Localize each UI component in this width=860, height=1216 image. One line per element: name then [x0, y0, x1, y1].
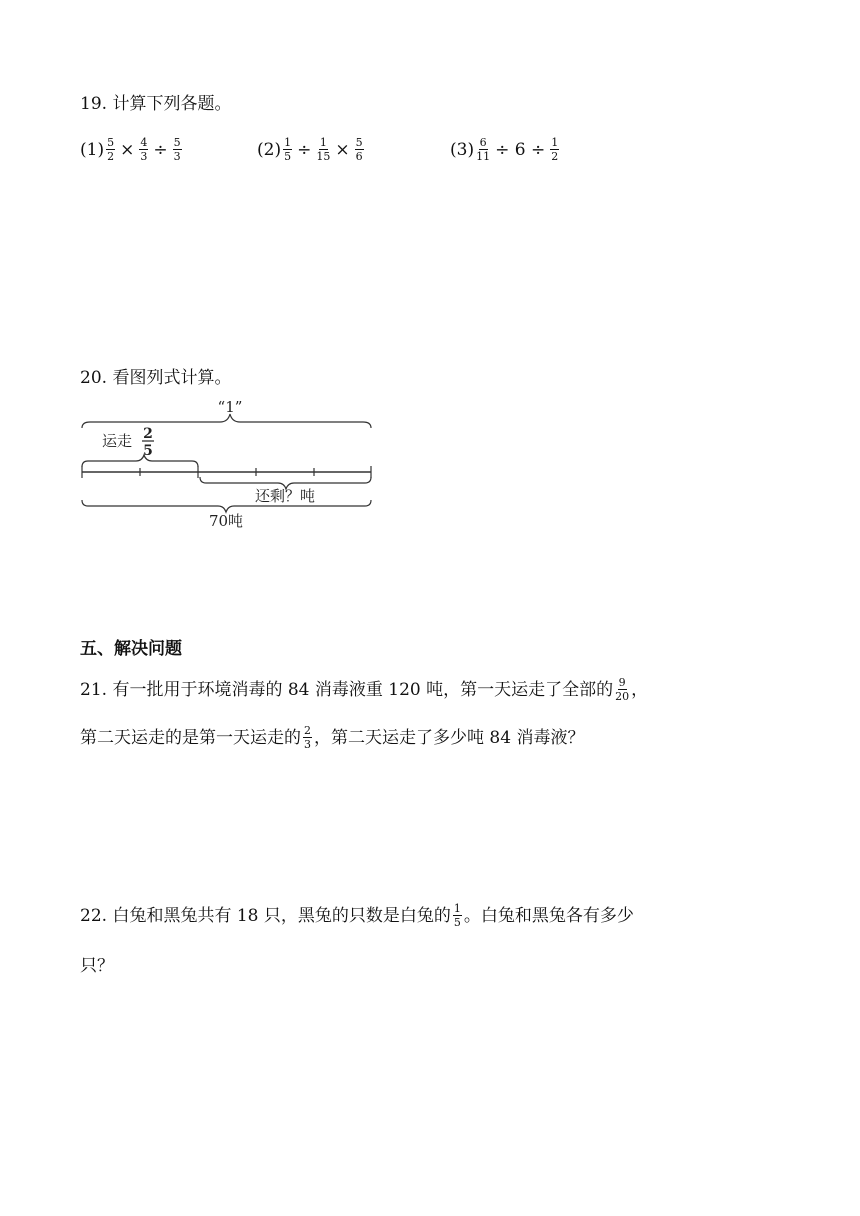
q22-line-1: [80, 904, 634, 929]
fraction: $\frac{1}{2}$: [551, 136, 559, 163]
fraction: $\frac{5}{3}$: [173, 136, 181, 163]
moved-brace: [82, 455, 198, 467]
fraction: $\frac{1}{5}$: [284, 136, 292, 163]
fraction: $\frac{9}{20}$: [615, 676, 630, 703]
q20-title: 20. 看图列式计算。: [80, 368, 232, 388]
q21-text: ，第二天运走了多少吨 84 消毒液？: [314, 728, 585, 748]
q21-line-2: [80, 726, 584, 751]
total-brace: [82, 500, 371, 512]
q19-title: 19. 计算下列各题。: [80, 94, 232, 114]
fraction: $\frac{2}{3}$: [304, 724, 311, 751]
moved-fraction-denominator: 5: [143, 443, 153, 459]
q21-text: 21. 有一批用于环境消毒的 84 消毒液重 120 吨，第一天运走了全部的: [80, 680, 614, 700]
q21-line-1: [80, 678, 648, 703]
line-segment-diagram: [80, 398, 380, 530]
fraction: $\frac{1}{5}$: [453, 902, 461, 929]
operator: ÷: [153, 140, 168, 160]
operator: ×: [335, 140, 350, 160]
q21-text: ，: [631, 680, 649, 700]
moved-label: 运走: [102, 432, 133, 450]
remain-label: 还剩？吨: [254, 487, 316, 505]
operator: ÷ 6 ÷: [495, 140, 546, 160]
q19-item-3-label: (3): [450, 140, 475, 160]
fraction: $\frac{1}{15}$: [316, 136, 331, 163]
moved-fraction-numerator: 2: [143, 426, 153, 442]
q19-item-1: [80, 138, 184, 163]
operator: ÷: [297, 140, 312, 160]
total-label: 70吨: [208, 512, 244, 530]
q22-line-2: 只？: [80, 956, 114, 976]
fraction: $\frac{5}{2}$: [107, 136, 115, 163]
whole-brace: [82, 414, 371, 428]
q22-text: 。白兔和黑兔各有多少: [463, 906, 634, 926]
fraction: $\frac{5}{6}$: [355, 136, 363, 163]
section-heading: 五、解决问题: [80, 639, 182, 659]
q22-text: 22. 白兔和黑兔共有 18 只，黑兔的只数是白兔的: [80, 906, 451, 926]
q19-item-3: [450, 138, 561, 163]
whole-label: “1”: [217, 398, 243, 416]
fraction: $\frac{4}{3}$: [140, 136, 148, 163]
q19-item-2-label: (2): [257, 140, 282, 160]
operator: ×: [120, 140, 135, 160]
q19-item-2: [257, 138, 366, 163]
q21-text: 第二天运走的是第一天运走的: [80, 728, 301, 748]
fraction: $\frac{6}{11}$: [476, 136, 491, 163]
q19-item-1-label: (1): [80, 140, 105, 160]
